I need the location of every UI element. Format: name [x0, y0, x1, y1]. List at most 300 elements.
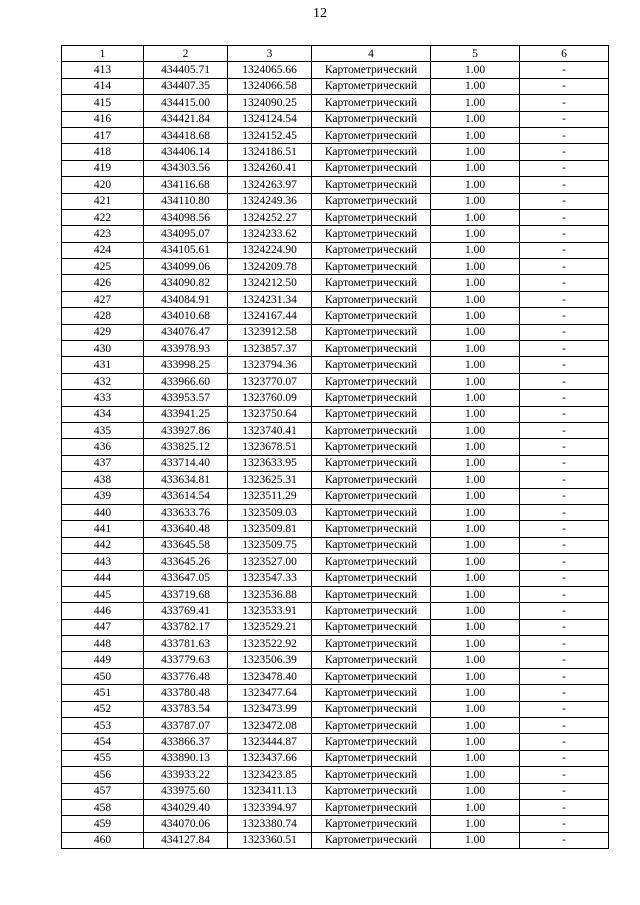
cell-method: Картометрический	[312, 783, 431, 799]
cell-accuracy: 1.00	[431, 127, 520, 143]
table-row	[62, 95, 609, 111]
cell-point-number: 426	[62, 275, 144, 291]
cell-description: -	[520, 111, 609, 127]
table-row	[62, 750, 609, 766]
cell-x: 433634.81	[144, 472, 228, 488]
cell-description: -	[520, 652, 609, 668]
cell-method: Картометрический	[312, 62, 431, 78]
table-row	[62, 783, 609, 799]
cell-x: 433781.63	[144, 636, 228, 652]
cell-method: Картометрический	[312, 177, 431, 193]
cell-x: 433998.25	[144, 357, 228, 373]
cell-point-number: 453	[62, 718, 144, 734]
cell-method: Картометрический	[312, 308, 431, 324]
cell-accuracy: 1.00	[431, 521, 520, 537]
cell-method: Картометрический	[312, 226, 431, 242]
cell-point-number: 451	[62, 685, 144, 701]
cell-point-number: 440	[62, 504, 144, 520]
table-row	[62, 291, 609, 307]
cell-accuracy: 1.00	[431, 308, 520, 324]
cell-description: -	[520, 586, 609, 602]
cell-y: 1324249.36	[228, 193, 312, 209]
cell-description: -	[520, 783, 609, 799]
cell-x: 433779.63	[144, 652, 228, 668]
cell-accuracy: 1.00	[431, 259, 520, 275]
cell-point-number: 432	[62, 373, 144, 389]
cell-x: 434076.47	[144, 324, 228, 340]
cell-accuracy: 1.00	[431, 390, 520, 406]
cell-y: 1323437.66	[228, 750, 312, 766]
cell-point-number: 454	[62, 734, 144, 750]
cell-point-number: 424	[62, 242, 144, 258]
table-row	[62, 144, 609, 160]
cell-accuracy: 1.00	[431, 472, 520, 488]
cell-x: 433782.17	[144, 619, 228, 635]
cell-y: 1323625.31	[228, 472, 312, 488]
cell-x: 434010.68	[144, 308, 228, 324]
cell-y: 1323522.92	[228, 636, 312, 652]
table-row	[62, 554, 609, 570]
cell-point-number: 437	[62, 455, 144, 471]
cell-point-number: 428	[62, 308, 144, 324]
cell-x: 433787.07	[144, 718, 228, 734]
table-row	[62, 652, 609, 668]
cell-point-number: 452	[62, 701, 144, 717]
cell-point-number: 430	[62, 341, 144, 357]
cell-description: -	[520, 832, 609, 848]
cell-method: Картометрический	[312, 603, 431, 619]
cell-method: Картометрический	[312, 537, 431, 553]
cell-x: 434421.84	[144, 111, 228, 127]
cell-point-number: 435	[62, 422, 144, 438]
cell-y: 1323360.51	[228, 832, 312, 848]
cell-method: Картометрический	[312, 799, 431, 815]
table-row	[62, 734, 609, 750]
cell-description: -	[520, 95, 609, 111]
cell-x: 434127.84	[144, 832, 228, 848]
cell-accuracy: 1.00	[431, 373, 520, 389]
cell-point-number: 446	[62, 603, 144, 619]
cell-x: 433966.60	[144, 373, 228, 389]
cell-point-number: 422	[62, 209, 144, 225]
cell-y: 1323472.08	[228, 718, 312, 734]
table-row	[62, 259, 609, 275]
cell-point-number: 415	[62, 95, 144, 111]
cell-point-number: 418	[62, 144, 144, 160]
cell-y: 1323506.39	[228, 652, 312, 668]
coordinates-table	[61, 45, 609, 849]
cell-y: 1323529.21	[228, 619, 312, 635]
cell-description: -	[520, 537, 609, 553]
cell-accuracy: 1.00	[431, 799, 520, 815]
table-row	[62, 406, 609, 422]
cell-method: Картометрический	[312, 160, 431, 176]
cell-accuracy: 1.00	[431, 193, 520, 209]
cell-method: Картометрический	[312, 406, 431, 422]
cell-accuracy: 1.00	[431, 537, 520, 553]
table-row	[62, 537, 609, 553]
cell-accuracy: 1.00	[431, 734, 520, 750]
table-row	[62, 504, 609, 520]
cell-accuracy: 1.00	[431, 718, 520, 734]
cell-description: -	[520, 242, 609, 258]
cell-point-number: 421	[62, 193, 144, 209]
cell-accuracy: 1.00	[431, 422, 520, 438]
cell-y: 1324152.45	[228, 127, 312, 143]
cell-x: 433780.48	[144, 685, 228, 701]
cell-y: 1323533.91	[228, 603, 312, 619]
cell-point-number: 416	[62, 111, 144, 127]
cell-method: Картометрический	[312, 472, 431, 488]
cell-y: 1323509.75	[228, 537, 312, 553]
cell-point-number: 433	[62, 390, 144, 406]
cell-description: -	[520, 504, 609, 520]
cell-description: -	[520, 439, 609, 455]
cell-description: -	[520, 570, 609, 586]
cell-y: 1324224.90	[228, 242, 312, 258]
cell-y: 1323473.99	[228, 701, 312, 717]
cell-y: 1323912.58	[228, 324, 312, 340]
cell-y: 1323536.88	[228, 586, 312, 602]
cell-description: -	[520, 324, 609, 340]
cell-method: Картометрический	[312, 390, 431, 406]
cell-accuracy: 1.00	[431, 357, 520, 373]
cell-method: Картометрический	[312, 504, 431, 520]
cell-x: 433645.26	[144, 554, 228, 570]
cell-x: 433719.68	[144, 586, 228, 602]
table-row	[62, 308, 609, 324]
cell-accuracy: 1.00	[431, 701, 520, 717]
table-row	[62, 767, 609, 783]
cell-point-number: 429	[62, 324, 144, 340]
cell-x: 433614.54	[144, 488, 228, 504]
cell-accuracy: 1.00	[431, 275, 520, 291]
cell-accuracy: 1.00	[431, 209, 520, 225]
cell-method: Картометрический	[312, 95, 431, 111]
cell-x: 433645.58	[144, 537, 228, 553]
cell-point-number: 434	[62, 406, 144, 422]
cell-accuracy: 1.00	[431, 783, 520, 799]
cell-point-number: 456	[62, 767, 144, 783]
cell-accuracy: 1.00	[431, 554, 520, 570]
cell-method: Картометрический	[312, 521, 431, 537]
table-body	[62, 62, 609, 849]
page-number: 12	[313, 6, 327, 21]
cell-method: Картометрический	[312, 422, 431, 438]
header-row	[62, 46, 609, 62]
cell-description: -	[520, 750, 609, 766]
cell-x: 433890.13	[144, 750, 228, 766]
cell-x: 434406.14	[144, 144, 228, 160]
cell-y: 1324260.41	[228, 160, 312, 176]
cell-method: Картометрический	[312, 619, 431, 635]
cell-y: 1323394.97	[228, 799, 312, 815]
cell-accuracy: 1.00	[431, 160, 520, 176]
cell-x: 434405.71	[144, 62, 228, 78]
cell-y: 1323633.95	[228, 455, 312, 471]
cell-point-number: 444	[62, 570, 144, 586]
cell-point-number: 458	[62, 799, 144, 815]
cell-point-number: 460	[62, 832, 144, 848]
cell-description: -	[520, 767, 609, 783]
table-row	[62, 619, 609, 635]
column-header-y: 3	[228, 46, 312, 62]
cell-x: 433941.25	[144, 406, 228, 422]
cell-accuracy: 1.00	[431, 767, 520, 783]
cell-x: 433825.12	[144, 439, 228, 455]
cell-y: 1324231.34	[228, 291, 312, 307]
table-row	[62, 455, 609, 471]
cell-accuracy: 1.00	[431, 62, 520, 78]
cell-x: 433776.48	[144, 668, 228, 684]
cell-x: 434105.61	[144, 242, 228, 258]
cell-point-number: 455	[62, 750, 144, 766]
cell-method: Картометрический	[312, 652, 431, 668]
cell-accuracy: 1.00	[431, 619, 520, 635]
cell-accuracy: 1.00	[431, 439, 520, 455]
cell-description: -	[520, 62, 609, 78]
cell-point-number: 417	[62, 127, 144, 143]
cell-y: 1323477.64	[228, 685, 312, 701]
table-row	[62, 521, 609, 537]
cell-point-number: 459	[62, 816, 144, 832]
cell-y: 1323444.87	[228, 734, 312, 750]
cell-accuracy: 1.00	[431, 488, 520, 504]
cell-method: Картометрический	[312, 324, 431, 340]
cell-x: 433953.57	[144, 390, 228, 406]
cell-method: Картометрический	[312, 78, 431, 94]
table-row	[62, 177, 609, 193]
cell-description: -	[520, 390, 609, 406]
table-row	[62, 636, 609, 652]
cell-y: 1324263.97	[228, 177, 312, 193]
cell-x: 433714.40	[144, 455, 228, 471]
table-row	[62, 78, 609, 94]
cell-x: 434090.82	[144, 275, 228, 291]
table-row	[62, 668, 609, 684]
cell-x: 433866.37	[144, 734, 228, 750]
cell-method: Картометрический	[312, 144, 431, 160]
cell-description: -	[520, 718, 609, 734]
table-row	[62, 488, 609, 504]
cell-accuracy: 1.00	[431, 455, 520, 471]
cell-y: 1323678.51	[228, 439, 312, 455]
cell-method: Картометрический	[312, 734, 431, 750]
cell-accuracy: 1.00	[431, 341, 520, 357]
cell-method: Картометрический	[312, 668, 431, 684]
table-row	[62, 127, 609, 143]
table-row	[62, 570, 609, 586]
cell-point-number: 445	[62, 586, 144, 602]
cell-point-number: 443	[62, 554, 144, 570]
cell-description: -	[520, 226, 609, 242]
cell-y: 1324167.44	[228, 308, 312, 324]
cell-point-number: 457	[62, 783, 144, 799]
cell-accuracy: 1.00	[431, 816, 520, 832]
cell-accuracy: 1.00	[431, 144, 520, 160]
cell-accuracy: 1.00	[431, 324, 520, 340]
cell-point-number: 447	[62, 619, 144, 635]
cell-method: Картометрический	[312, 275, 431, 291]
cell-point-number: 427	[62, 291, 144, 307]
cell-point-number: 420	[62, 177, 144, 193]
table-row	[62, 439, 609, 455]
cell-x: 433975.60	[144, 783, 228, 799]
cell-description: -	[520, 455, 609, 471]
cell-point-number: 431	[62, 357, 144, 373]
cell-description: -	[520, 357, 609, 373]
table-row	[62, 718, 609, 734]
cell-accuracy: 1.00	[431, 750, 520, 766]
cell-method: Картометрический	[312, 767, 431, 783]
cell-point-number: 413	[62, 62, 144, 78]
cell-description: -	[520, 406, 609, 422]
column-header-x: 2	[144, 46, 228, 62]
cell-point-number: 442	[62, 537, 144, 553]
cell-y: 1324124.54	[228, 111, 312, 127]
cell-accuracy: 1.00	[431, 832, 520, 848]
table-row	[62, 209, 609, 225]
table-row	[62, 373, 609, 389]
cell-x: 434407.35	[144, 78, 228, 94]
cell-point-number: 436	[62, 439, 144, 455]
cell-y: 1323794.36	[228, 357, 312, 373]
cell-x: 433769.41	[144, 603, 228, 619]
cell-accuracy: 1.00	[431, 177, 520, 193]
column-header-description: 6	[520, 46, 609, 62]
table-row	[62, 193, 609, 209]
cell-description: -	[520, 373, 609, 389]
cell-method: Картометрический	[312, 455, 431, 471]
cell-method: Картометрический	[312, 242, 431, 258]
cell-accuracy: 1.00	[431, 226, 520, 242]
cell-y: 1324233.62	[228, 226, 312, 242]
cell-description: -	[520, 816, 609, 832]
cell-y: 1323750.64	[228, 406, 312, 422]
cell-x: 433633.76	[144, 504, 228, 520]
cell-point-number: 441	[62, 521, 144, 537]
cell-description: -	[520, 701, 609, 717]
cell-y: 1323740.41	[228, 422, 312, 438]
cell-description: -	[520, 603, 609, 619]
cell-description: -	[520, 619, 609, 635]
cell-method: Картометрический	[312, 554, 431, 570]
cell-description: -	[520, 275, 609, 291]
cell-method: Картометрический	[312, 586, 431, 602]
cell-y: 1324209.78	[228, 259, 312, 275]
cell-description: -	[520, 160, 609, 176]
cell-description: -	[520, 308, 609, 324]
cell-x: 434303.56	[144, 160, 228, 176]
table-row	[62, 603, 609, 619]
cell-point-number: 438	[62, 472, 144, 488]
cell-accuracy: 1.00	[431, 652, 520, 668]
cell-y: 1323511.29	[228, 488, 312, 504]
cell-y: 1323857.37	[228, 341, 312, 357]
cell-accuracy: 1.00	[431, 406, 520, 422]
cell-accuracy: 1.00	[431, 685, 520, 701]
cell-description: -	[520, 341, 609, 357]
cell-y: 1323527.00	[228, 554, 312, 570]
cell-method: Картометрический	[312, 193, 431, 209]
table-row	[62, 242, 609, 258]
cell-point-number: 414	[62, 78, 144, 94]
table-row	[62, 422, 609, 438]
cell-point-number: 448	[62, 636, 144, 652]
cell-description: -	[520, 636, 609, 652]
cell-method: Картометрический	[312, 291, 431, 307]
cell-accuracy: 1.00	[431, 603, 520, 619]
cell-method: Картометрический	[312, 209, 431, 225]
table-row	[62, 472, 609, 488]
cell-description: -	[520, 144, 609, 160]
cell-description: -	[520, 799, 609, 815]
cell-method: Картометрический	[312, 718, 431, 734]
table-row	[62, 226, 609, 242]
table-row	[62, 324, 609, 340]
cell-description: -	[520, 734, 609, 750]
cell-accuracy: 1.00	[431, 586, 520, 602]
table-row	[62, 62, 609, 78]
cell-y: 1323770.07	[228, 373, 312, 389]
table-header	[62, 46, 609, 62]
cell-y: 1324212.50	[228, 275, 312, 291]
cell-method: Картометрический	[312, 111, 431, 127]
cell-x: 434110.80	[144, 193, 228, 209]
cell-x: 433783.54	[144, 701, 228, 717]
cell-method: Картометрический	[312, 701, 431, 717]
cell-x: 434116.68	[144, 177, 228, 193]
cell-x: 434095.07	[144, 226, 228, 242]
cell-description: -	[520, 177, 609, 193]
cell-y: 1323478.40	[228, 668, 312, 684]
cell-description: -	[520, 472, 609, 488]
cell-y: 1324252.27	[228, 209, 312, 225]
cell-method: Картометрический	[312, 685, 431, 701]
table-row	[62, 685, 609, 701]
table-row	[62, 832, 609, 848]
cell-method: Картометрический	[312, 373, 431, 389]
cell-point-number: 439	[62, 488, 144, 504]
cell-method: Картометрический	[312, 816, 431, 832]
cell-x: 434099.06	[144, 259, 228, 275]
cell-x: 434029.40	[144, 799, 228, 815]
cell-description: -	[520, 685, 609, 701]
cell-accuracy: 1.00	[431, 570, 520, 586]
column-header-point-number: 1	[62, 46, 144, 62]
cell-description: -	[520, 193, 609, 209]
cell-y: 1323509.03	[228, 504, 312, 520]
cell-method: Картометрический	[312, 832, 431, 848]
cell-method: Картометрический	[312, 439, 431, 455]
cell-method: Картометрический	[312, 750, 431, 766]
cell-description: -	[520, 422, 609, 438]
cell-point-number: 450	[62, 668, 144, 684]
cell-accuracy: 1.00	[431, 504, 520, 520]
cell-y: 1323423.85	[228, 767, 312, 783]
cell-x: 434418.68	[144, 127, 228, 143]
cell-x: 433978.93	[144, 341, 228, 357]
cell-method: Картометрический	[312, 357, 431, 373]
cell-description: -	[520, 488, 609, 504]
cell-y: 1324186.51	[228, 144, 312, 160]
cell-x: 433647.05	[144, 570, 228, 586]
cell-point-number: 419	[62, 160, 144, 176]
cell-y: 1324065.66	[228, 62, 312, 78]
cell-accuracy: 1.00	[431, 78, 520, 94]
column-header-method: 4	[312, 46, 431, 62]
table-row	[62, 701, 609, 717]
